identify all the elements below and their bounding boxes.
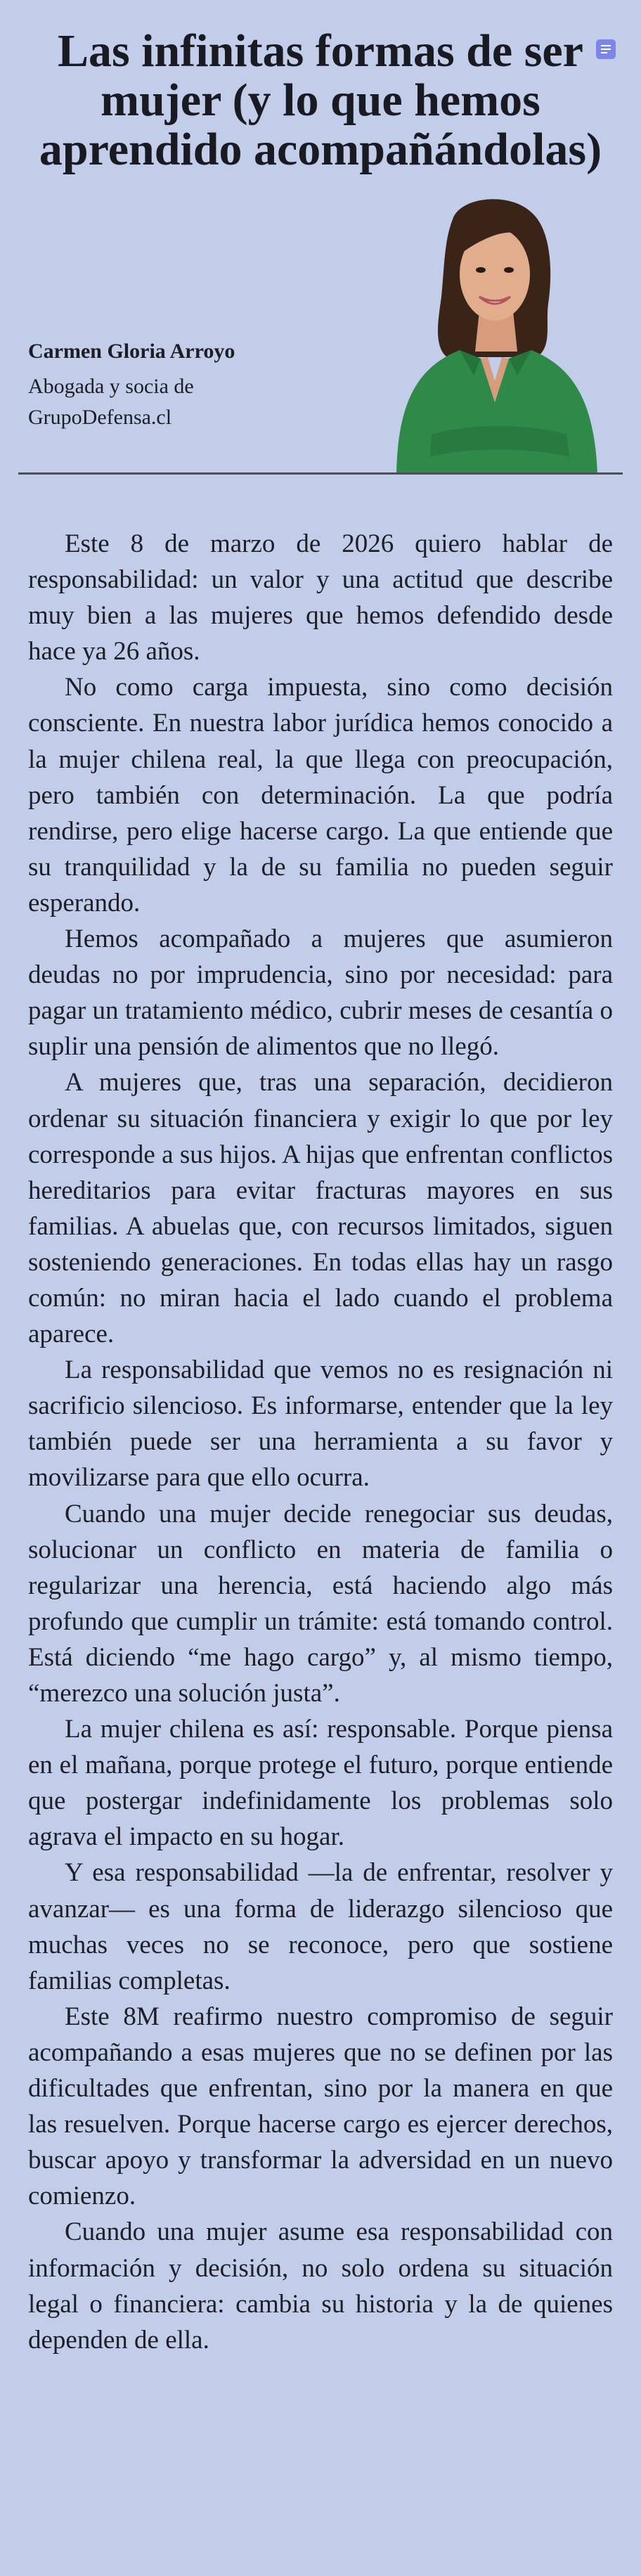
paragraph: Este 8M reafirmo nuestro compromiso de seguir acompañando a esas mujeres que no se definen por las dificultades que enfrentan, sino por la manera en que las resuelven. Porque hacerse cargo es ejercer derechos, buscar apoyo y transformar la adversidad en un nuevo comienzo. xyxy=(28,2002,613,2211)
paragraph: Este 8 de marzo de 2026 quiero hablar de responsabilidad: un valor y una actitud que describe muy bien a las mujeres que hemos defendido desde hace ya 26 años. xyxy=(28,529,613,666)
paragraph: Hemos acompañado a mujeres que asumieron deudas no por imprudencia, sino por necesidad: para pagar un tratamiento médico, cubrir meses de cesantía o suplir una pensión de alimentos que no llegó. xyxy=(28,925,613,1062)
paragraph: Cuando una mujer decide renegociar sus deudas, solucionar un conflicto en materia de familia o regularizar una herencia, está haciendo algo más profundo que cumplir un trámite: está tomando control. Está diciendo “me hago cargo” y, al mismo tiempo, “merezco una solución justa”. xyxy=(28,1499,613,1708)
paragraph: La responsabilidad que vemos no es resignación ni sacrificio silencioso. Es informarse, entender que la ley también puede ser una herramienta a su favor y movilizarse para que ello ocurra. xyxy=(28,1355,613,1493)
article-body xyxy=(28,526,613,2358)
author-role: Abogada y socia de xyxy=(28,375,194,398)
paragraph: A mujeres que, tras una separación, decidieron ordenar su situación financiera y exigir lo que por ley corresponde a sus hijos. A hijas que enfrentan conflictos hereditarios para evitar fracturas mayores en sus familias. A abuelas que, con recursos limitados, siguen sosteniendo generaciones. En todas ellas hay un rasgo común: no miran hacia el lado cuando el problema aparece. xyxy=(28,1068,613,1349)
paragraph: La mujer chilena es así: responsable. Porque piensa en el mañana, porque protege el futuro, porque entiende que postergar indefinidamente los problemas solo agrava el impacto en su hogar. xyxy=(28,1715,613,1852)
paragraph: Y esa responsabilidad —la de enfrentar, resolver y avanzar— es una forma de liderazgo silencioso que muchas veces no se reconoce, pero que sostiene familias completas. xyxy=(28,1858,613,1995)
header-divider xyxy=(18,472,623,475)
author-name: Carmen Gloria Arroyo xyxy=(28,340,235,363)
author-photo xyxy=(368,191,607,474)
author-block xyxy=(28,337,365,433)
paragraph: Cuando una mujer asume esa responsabilidad con información y decisión, no solo ordena su situación legal o financiera: cambia su historia y la de quienes dependen de ella. xyxy=(28,2217,613,2355)
article-title: Las infinitas formas de ser mujer (y lo que hemos aprendido acompañándolas) xyxy=(39,25,602,175)
paragraph: No como carga impuesta, sino como decisión consciente. En nuestra labor jurídica hemos conocido a la mujer chilena real, la que llega con preocupación, pero también con determinación. La que podría rendirse, pero elige hacerse cargo. La que entiende que su tranquilidad y la de su familia no pueden seguir esperando. xyxy=(28,673,613,917)
author-company: GrupoDefensa.cl xyxy=(28,406,172,429)
